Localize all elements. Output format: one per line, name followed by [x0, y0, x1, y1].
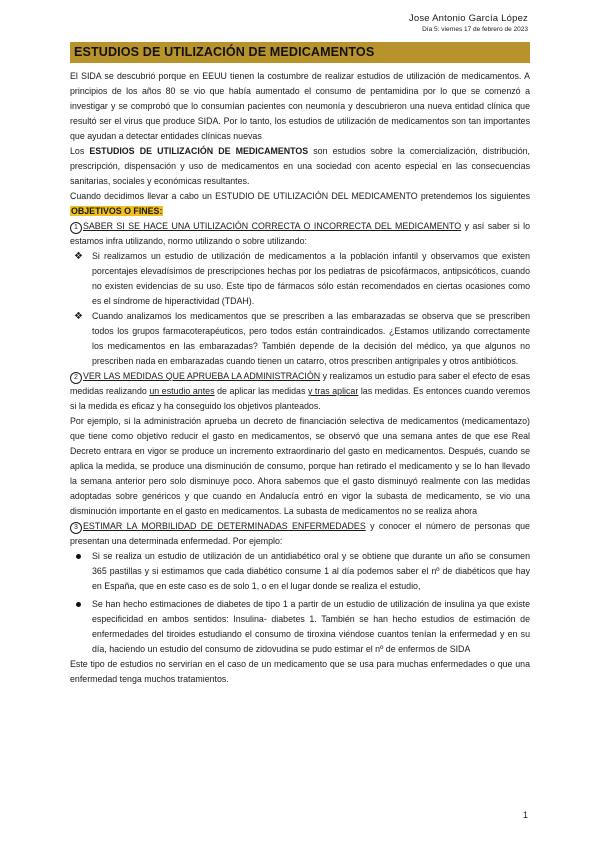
intro-paragraph: El SIDA se descubrió porque en EEUU tienen la costumbre de realizar estudios de utilización de medicamentos. A principios de los años 80 se vio que había aumentado el consumo de pentamidina por lo que se comenzó a investigar y se comprobó que lo consumían pacientes con neumonía y descubrieron una nueva entidad clínica que resultó ser el virus que produce SIDA. Por lo tanto, los estudios de utilización de medicamentos son tan importantes que ayudan a detectar entidades clínicas nuevas — [70, 71, 530, 141]
bullet-text: Si realizamos un estudio de utilización de medicamentos a la población infantil y observamos que existen porcentajes elevadísimos de prescripciones hechas por los pediatras de psicofármacos, antipsicóticos, cuando no existen evidencias de su uso. Este tipo de fármacos sólo están recomendados en ciertas ocasiones como es el síndrome de hiperactividad (TDAH). — [92, 251, 530, 306]
page-number: 1 — [522, 810, 528, 820]
objective-2-text: las medidas. Es entonces cuando veremos si la medida es eficaz y ha conseguido los objetivos planteados. — [70, 386, 530, 411]
objective-3 — [70, 519, 530, 549]
bullet-text: Cuando analizamos los medicamentos que se prescriben a las embarazadas se observa que se prescriben todos los grupos farmacoterapéuticos, pero todos están contraindicados. ¿Estamos utilizando correctamente los medicamentos en las embarazadas? También depende de la decisión del médico, ya que algunos no prescriben nada en embarazadas cuando tienen un catarro, otros prescriben antigripales y otros antibióticos. — [92, 311, 530, 366]
circled-number-2: 2 — [70, 372, 82, 384]
objective-2-example: Por ejemplo, si la administración aprueba un decreto de financiación selectiva de medicamentos (medicamentazo) que tiene como objetivo reducir el gasto en medicamentos, se observó que una semana antes de que ese Real Decreto entrara en vigor se produce un incremento extraordinario del gasto en medicamentos. Después, cuando se aplica la medida, se produce una disminución de consumo, porque han retirado el medicamento y se lo han llevado la semana anterior pero solo disminuye poco. Ahora sabemos que el gasto disminuyó realmente con las medidas adoptadas sobre genéricos y que cuando en Andalucía entró en vigor la subasta de medicamento, se vio una disminución importante en el gasto en medicamentos. La subasta de medicamentos no se realiza ahora — [70, 416, 530, 516]
body-text — [70, 69, 530, 687]
definition-pre: Los — [70, 146, 90, 156]
objective-1-heading: SABER SI SE HACE UNA UTILIZACIÓN CORRECTA O INCORRECTA DEL MEDICAMENTO — [83, 221, 462, 231]
objectives-intro-text: Cuando decidimos llevar a cabo un ESTUDIO DE UTILIZACIÓN DEL MEDICAMENTO pretendemos los siguientes — [70, 191, 530, 201]
author-name: Jose Antonio García López — [408, 13, 528, 24]
circled-number-3: 3 — [70, 522, 82, 534]
bullet-text: Se han hecho estimaciones de diabetes de tipo 1 a partir de un estudio de utilización de insulina ya que existe especificidad en ambos sentidos: Insulina- diabetes 1. También se han hecho estudios de estimación de enfermedades del tiroides estudiando el consumo de tiroxina viéndose cuantos tenían la enfermedad y en su día, haciendo un estudio del consumo de zidovudina se pudo estimar el nº de enfermos de SIDA — [92, 599, 530, 654]
header-date: Día 5: viernes 17 de febrero de 2023 — [422, 26, 528, 33]
objective-1-text: y así saber si lo estamos infra utilizando, normo utilizando o sobre utilizando: — [70, 221, 530, 246]
objective-3-bullet-1 — [70, 549, 530, 594]
objective-2-text: y realizamos un estudio para saber el efecto de esas medidas realizando — [70, 371, 530, 396]
diamond-bullet-icon: ❖ — [74, 311, 83, 322]
objective-2-text: de aplicar las medidas — [214, 386, 308, 396]
objective-2-heading: VER LAS MEDIDAS QUE APRUEBA LA ADMINISTRACIÓN — [83, 371, 321, 381]
diamond-bullet-icon: ❖ — [74, 251, 83, 262]
objectives-intro — [70, 189, 530, 219]
page-header — [409, 13, 528, 34]
objective-2 — [70, 369, 530, 414]
objective-2-underline-before: un estudio antes — [149, 386, 215, 396]
definition-paragraph — [70, 144, 530, 189]
objective-3-bullet-2 — [70, 597, 530, 657]
bullet-dot-icon — [76, 554, 81, 559]
bullet-dot-icon — [76, 602, 81, 607]
objective-1 — [70, 219, 530, 249]
objective-3-text: y conocer el número de personas que presentan una determinada enfermedad. Por ejemplo: — [70, 521, 530, 546]
objectives-highlight: OBJETIVOS O FINES: — [71, 206, 163, 216]
objective-3-heading: ESTIMAR LA MORBILIDAD DE DETERMINADAS ENFERMEDADES — [83, 521, 366, 531]
objective-2-underline-after: y tras aplicar — [307, 386, 359, 396]
objective-1-bullet-1 — [70, 249, 530, 309]
section-title: ESTUDIOS DE UTILIZACIÓN DE MEDICAMENTOS — [70, 42, 530, 63]
definition-term: ESTUDIOS DE UTILIZACIÓN DE MEDICAMENTOS — [89, 146, 309, 156]
definition-post: son estudios sobre la comercialización, distribución, prescripción, dispensación y uso de medicamentos en una sociedad con acento especial en las consecuencias sanitarias, sociales y económicas resultantes. — [70, 146, 530, 186]
circled-number-1: 1 — [70, 222, 82, 234]
closing-paragraph: Este tipo de estudios no servirían en el caso de un medicamento que se usa para muchas enfermedades o que una enfermedad tenga muchos tratamientos. — [70, 659, 530, 684]
objective-1-bullet-2 — [70, 309, 530, 369]
bullet-text: Si se realiza un estudio de utilización de un antidiabético oral y se obtiene que durante un año se consumen 365 pastillas y si estimamos que cada diabético consume 1 al día podemos saber el nº de diabéticos que hay en España, que en este caso es de solo 1, o en el lugar donde se realiza el estudio, — [92, 551, 530, 591]
